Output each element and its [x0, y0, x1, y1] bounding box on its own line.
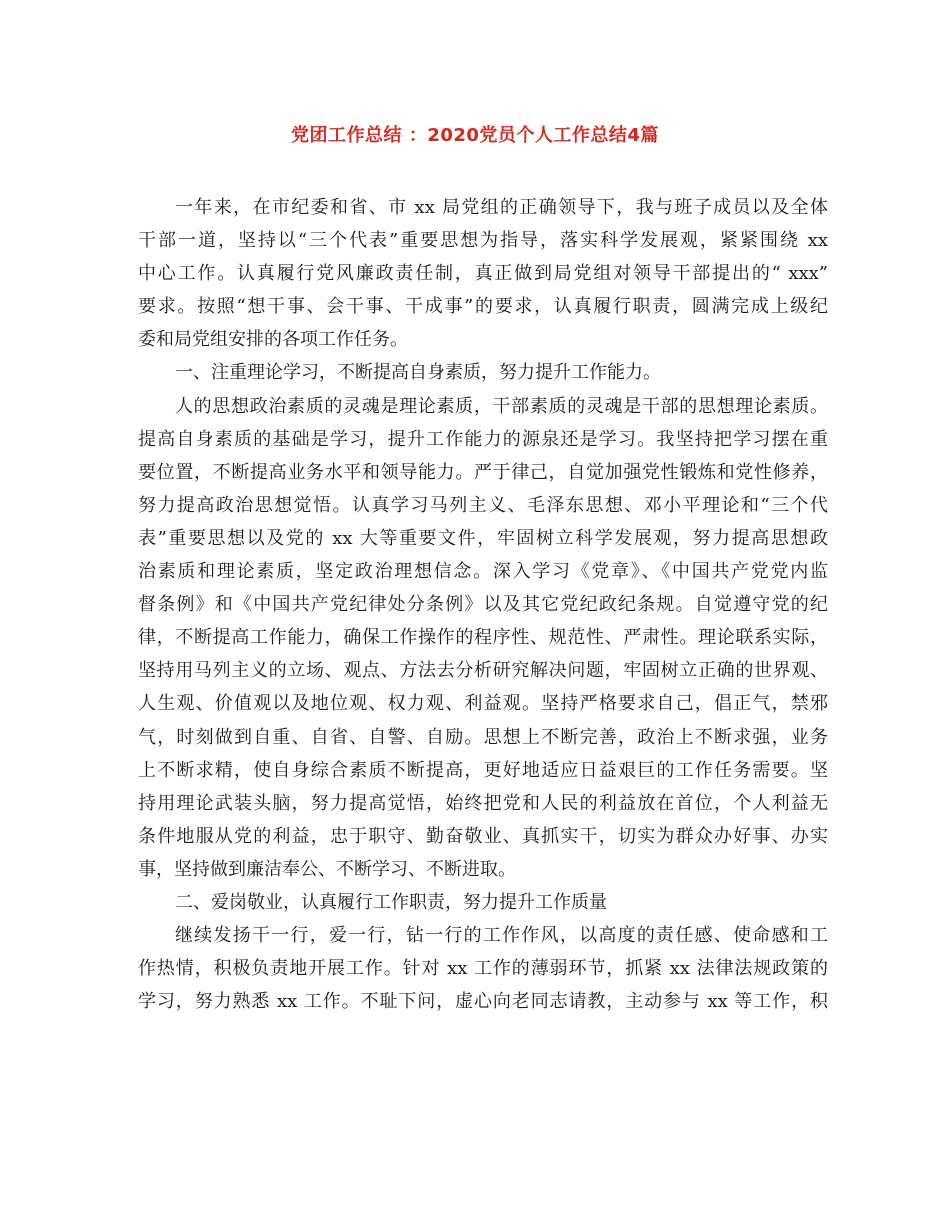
section-heading: 一、注重理论学习，不断提高自身素质，努力提升工作能力。	[175, 362, 661, 384]
body-line: 督条例》和《中国共产党纪律处分条例》以及其它党纪政纪条规。自觉遵守党的纪	[138, 594, 828, 616]
body-line: 作热情，积极负责地开展工作。针对 xx 工作的薄弱环节，抓紧 xx 法律法规政策的	[138, 958, 828, 980]
body-line: 上不断求精，使自身综合素质不断提高，更好地适应日益艰巨的工作任务需要。坚	[138, 759, 828, 781]
body-line: 努力提高政治思想觉悟。认真学习马列主义、毛泽东思想、邓小平理论和“三个代	[138, 494, 828, 516]
body-line: 干部一道，坚持以“三个代表”重要思想为指导，落实科学发展观，紧紧围绕 xx	[138, 230, 828, 252]
body-line: 坚持用马列主义的立场、观点、方法去分析研究解决问题，牢固树立正确的世界观、	[138, 660, 828, 682]
body-line: 继续发扬干一行，爱一行，钻一行的工作作风，以高度的责任感、使命感和工	[175, 925, 828, 947]
body-line: 条件地服从党的利益，忠于职守、勤奋敬业、真抓实干，切实为群众办好事、办实	[138, 825, 828, 847]
body-line: 提高自身素质的基础是学习，提升工作能力的源泉还是学习。我坚持把学习摆在重	[138, 428, 828, 450]
body-line: 要位置，不断提高业务水平和领导能力。严于律己，自觉加强党性锻炼和党性修养，	[138, 461, 828, 483]
body-line: 委和局党组安排的各项工作任务。	[138, 329, 408, 351]
body-line: 人的思想政治素质的灵魂是理论素质，干部素质的灵魂是干部的思想理论素质。	[175, 395, 828, 417]
section-heading: 二、爱岗敬业，认真履行工作职责，努力提升工作质量	[175, 891, 607, 913]
body-line: 治素质和理论素质，坚定政治理想信念。深入学习《党章》、《中国共产党党内监	[138, 561, 828, 583]
body-line: 要求。按照“想干事、会干事、干成事”的要求，认真履行职责，圆满完成上级纪	[138, 296, 828, 318]
body-line: 事，坚持做到廉洁奉公、不断学习、不断进取。	[138, 858, 516, 880]
body-line: 持用理论武装头脑，努力提高觉悟，始终把党和人民的利益放在首位，个人利益无	[138, 792, 828, 814]
body-line: 律，不断提高工作能力，确保工作操作的程序性、规范性、严肃性。理论联系实际，	[138, 627, 828, 649]
document-body	[138, 191, 828, 1018]
body-line: 人生观、价值观以及地位观、权力观、利益观。坚持严格要求自己，倡正气，禁邪	[138, 693, 828, 715]
body-line: 气，时刻做到自重、自省、自警、自励。思想上不断完善，政治上不断求强，业务	[138, 726, 828, 748]
body-line: 表”重要思想以及党的 xx 大等重要文件，牢固树立科学发展观，努力提高思想政	[138, 527, 828, 549]
body-line: 中心工作。认真履行党风廉政责任制，真正做到局党组对领导干部提出的“ xxx”	[138, 263, 828, 285]
body-line: 学习，努力熟悉 xx 工作。不耻下问，虚心向老同志请教，主动参与 xx 等工作，积	[138, 991, 828, 1013]
document-title: 党团工作总结 ：2020党员个人工作总结4篇	[291, 125, 659, 146]
body-line: 一年来，在市纪委和省、市 xx 局党组的正确领导下，我与班子成员以及全体	[175, 197, 828, 218]
